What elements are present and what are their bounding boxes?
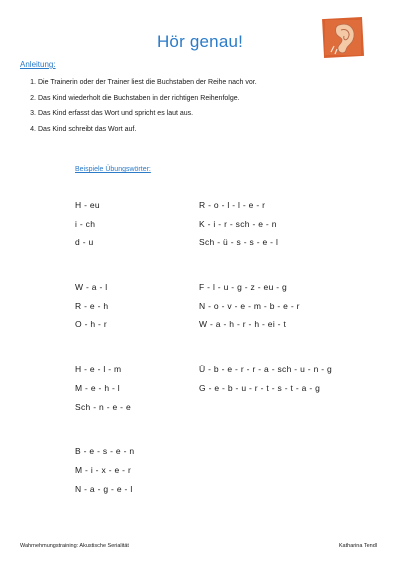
word-item: N - o - v - e - m - b - e - r [199, 300, 300, 311]
word-item: R - e - h [75, 300, 109, 311]
word-item: G - e - b - u - r - t - s - t - a - g [199, 382, 321, 393]
footer-left-text: Wahrnehmungstraining: Akustische Serialität [20, 543, 129, 549]
word-item: F - l - u - g - z - eu - g [199, 282, 288, 293]
word-group [75, 442, 134, 498]
instructions-list [28, 75, 257, 137]
word-group [199, 278, 332, 334]
instructions-heading: Anleitung: [20, 60, 56, 69]
word-item: H - e - l - m [75, 364, 122, 375]
word-group [75, 278, 134, 334]
word-item: M - e - h - l [75, 382, 120, 393]
word-group [75, 360, 134, 416]
instruction-step [28, 106, 257, 122]
instruction-step [28, 75, 257, 91]
word-group [199, 360, 332, 397]
step-text: Das Kind erfasst das Wort und spricht es laut aus. [38, 110, 194, 117]
page-title: Hör genau! [156, 32, 244, 51]
step-number: 1. [30, 79, 36, 86]
word-item: W - a - l [75, 282, 108, 293]
word-item: M - i - x - e - r [75, 464, 132, 475]
word-group [199, 196, 332, 252]
ear-icon [322, 16, 364, 58]
step-text: Das Kind wiederholt die Buchstaben in der richtigen Reihenfolge. [38, 94, 240, 102]
word-item: Ü - b - e - r - r - a - sch - u - n - g [199, 364, 333, 375]
word-item: i - ch [75, 218, 96, 229]
word-item: H - eu [75, 200, 100, 210]
step-number: 3. [30, 110, 36, 117]
instruction-step [28, 122, 257, 138]
word-item: d - u [75, 237, 94, 248]
examples-left-column [75, 196, 134, 524]
word-item: N - a - g - e - l [75, 483, 133, 494]
examples-right-column [199, 196, 332, 424]
word-item: R - o - l - l - e - r [199, 200, 266, 210]
examples-heading: Beispiele Übungswörter: [75, 166, 151, 173]
word-item: Sch - n - e - e [75, 401, 131, 412]
word-item: W - a - h - r - h - ei - t [199, 319, 287, 330]
step-text: Das Kind schreibt das Wort auf. [38, 125, 137, 133]
word-item: O - h - r [75, 319, 107, 330]
step-text: Die Trainerin oder der Trainer liest die Buchstaben der Reihe nach vor. [38, 79, 257, 86]
step-number: 2. [30, 94, 36, 102]
instruction-step [28, 91, 257, 107]
word-group [75, 196, 134, 252]
word-item: K - i - r - sch - e - n [199, 218, 277, 229]
footer-author: Katharina Tendl [338, 543, 377, 549]
step-number: 4. [30, 125, 36, 133]
word-item: B - e - s - e - n [75, 446, 135, 457]
word-item: Sch - ü - s - s - e - l [199, 237, 279, 248]
